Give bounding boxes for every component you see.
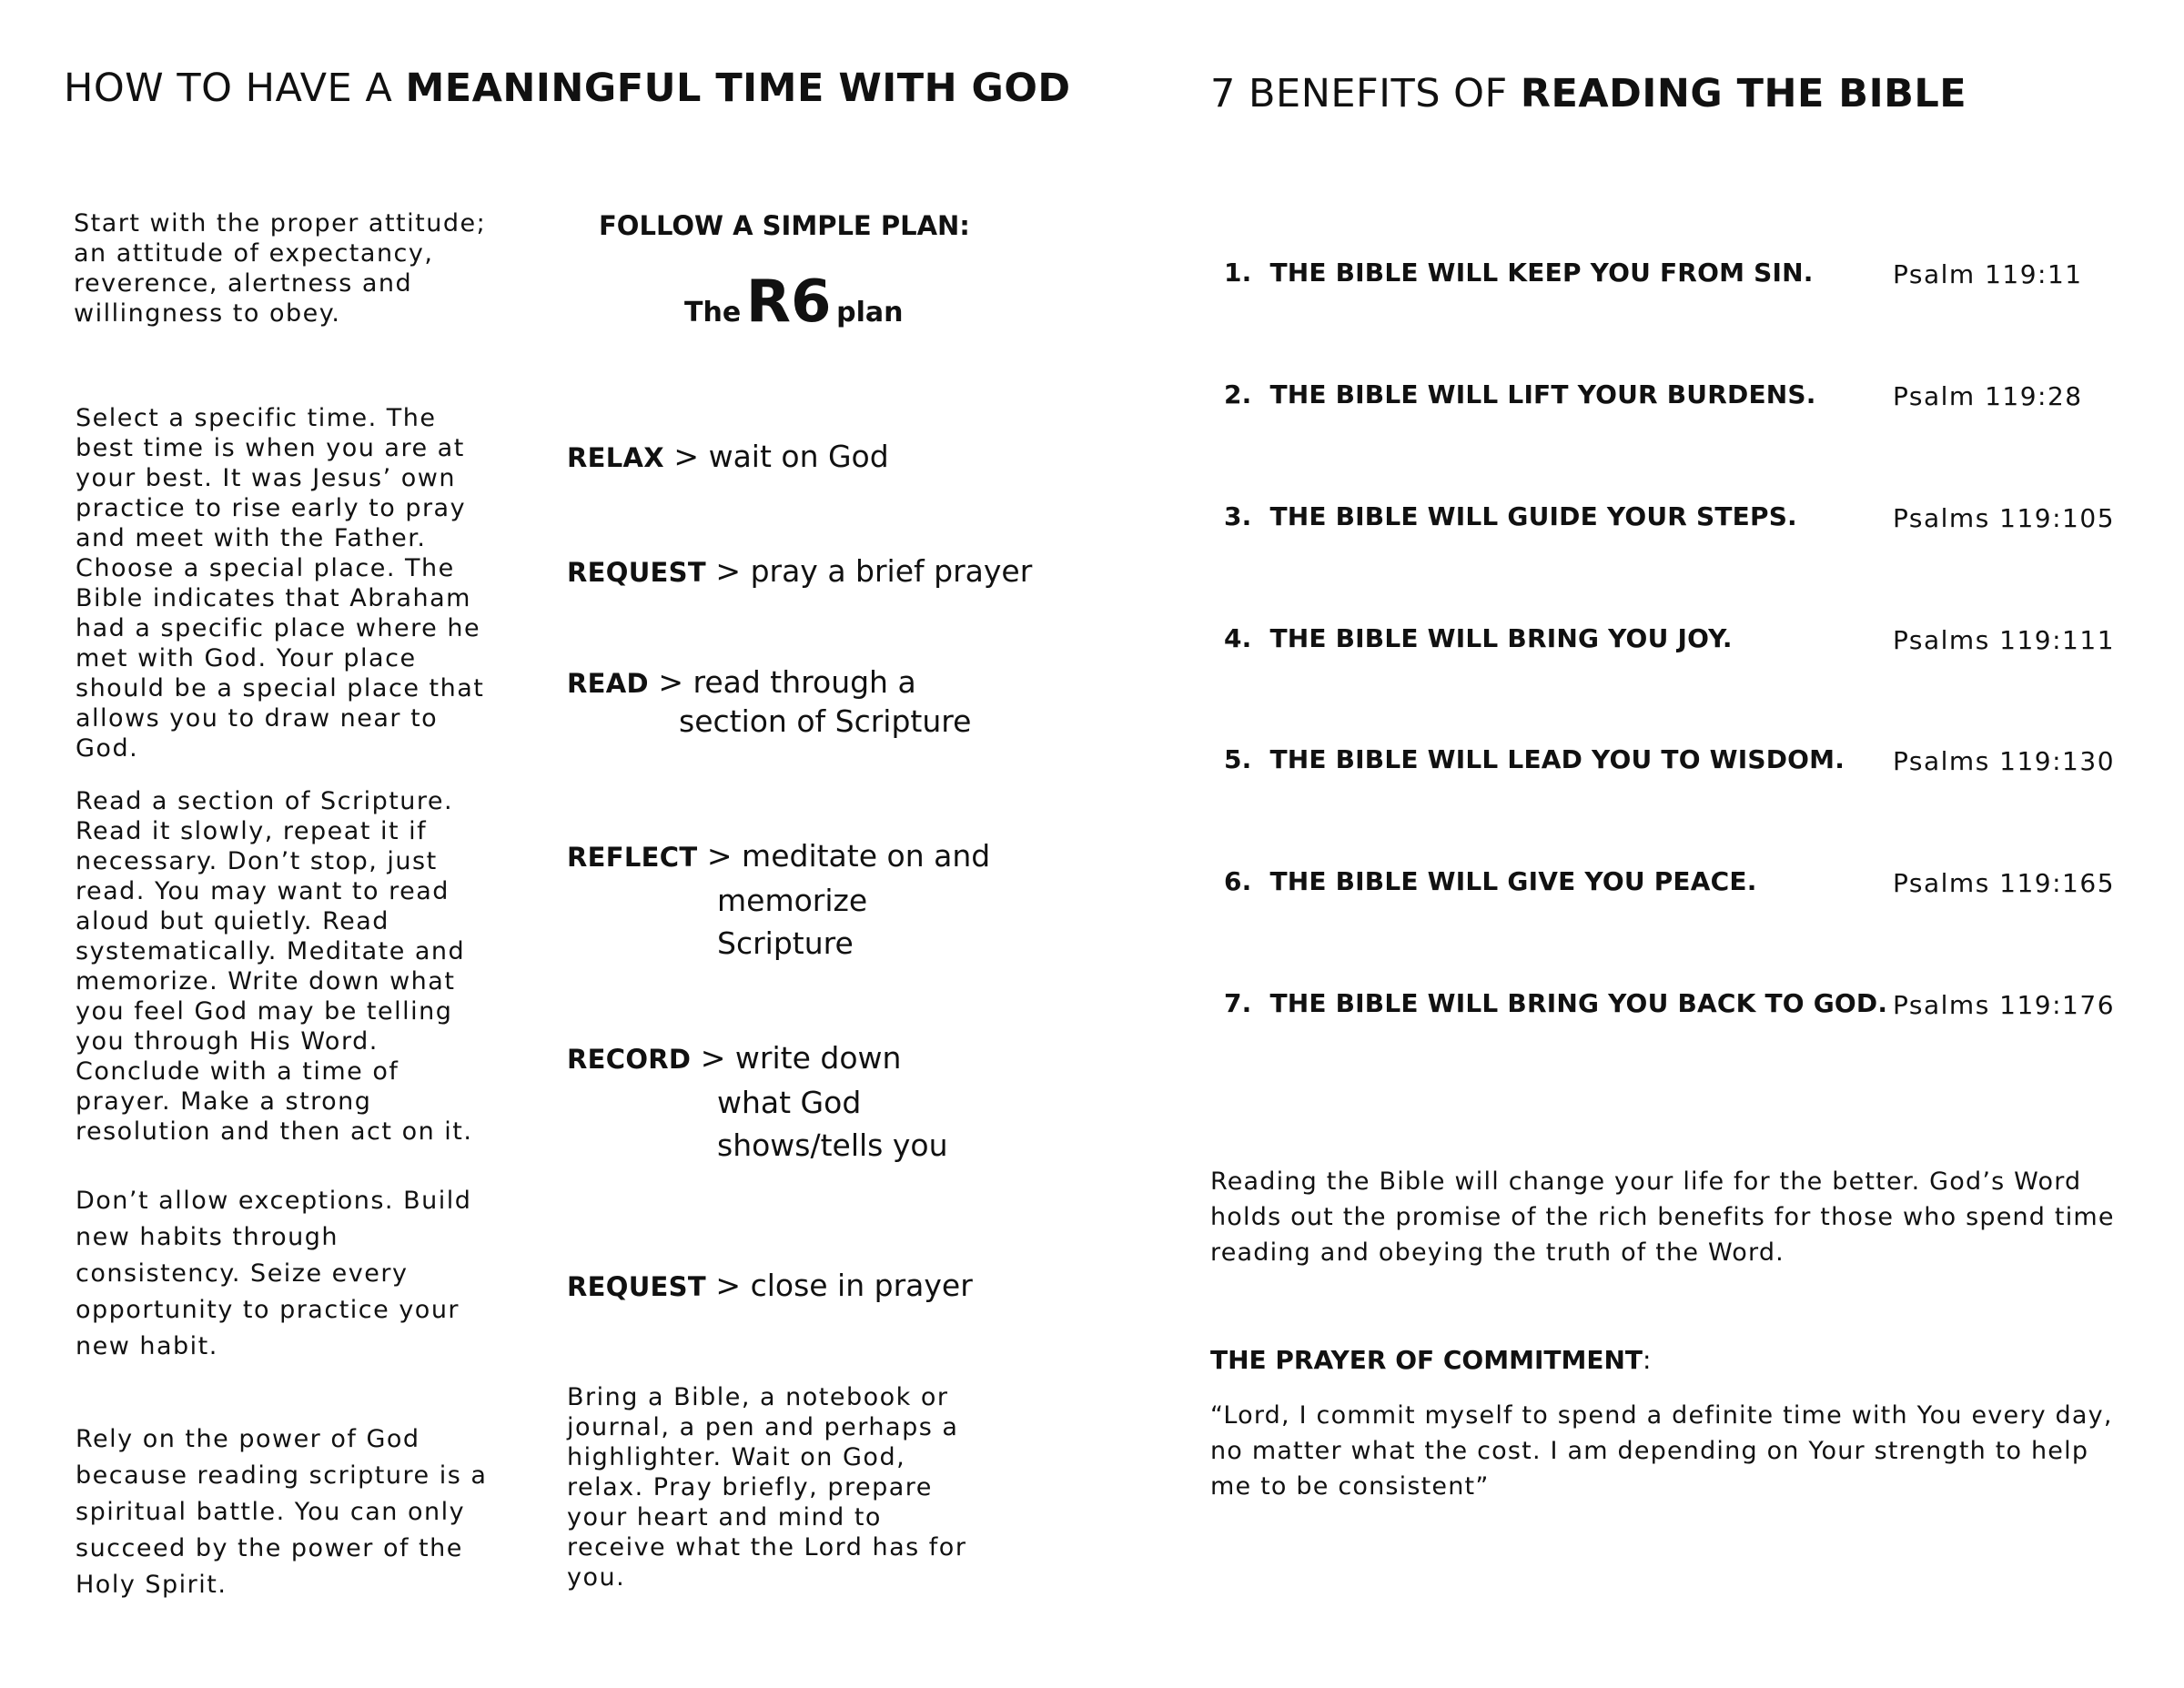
plan-step-read bbox=[567, 663, 1040, 741]
tip-time-and-place: Select a specific time. The best time is when you are at your best. It was Jesus’ own practice to rise early to pray and meet with the Father. Choose a special place. The Bible indicates that Abraham had a specific place where he met with God. Your place should be a special place that allows you to draw near to God. bbox=[76, 404, 485, 763]
r6-the: The bbox=[684, 297, 742, 329]
plan-step-reflect bbox=[567, 834, 1040, 965]
benefit-text: THE BIBLE WILL GIVE YOU PEACE. bbox=[1269, 866, 1757, 896]
benefit-number: 6. bbox=[1224, 866, 1252, 896]
benefit-number: 4. bbox=[1224, 623, 1252, 653]
step-key: RELAX bbox=[567, 442, 664, 473]
step-key: RECORD bbox=[567, 1044, 692, 1075]
right-title-light: 7 BENEFITS OF bbox=[1210, 71, 1521, 116]
step-text-cont: what God bbox=[717, 1085, 862, 1120]
benefit-reference: Psalm 119:11 bbox=[1893, 259, 2083, 289]
step-text-cont: shows/tells you bbox=[717, 1127, 948, 1163]
tip-no-exceptions: Don’t allow exceptions. Build new habits through consistency. Seize every opportunity to practice your new habit. bbox=[76, 1187, 472, 1360]
benefit-number: 7. bbox=[1224, 988, 1252, 1018]
benefit-number: 5. bbox=[1224, 744, 1252, 774]
benefit-text: THE BIBLE WILL BRING YOU BACK TO GOD. bbox=[1269, 988, 1888, 1018]
step-sep: > bbox=[648, 664, 693, 700]
plan-step-request bbox=[567, 550, 1040, 594]
r6-name: R6 bbox=[745, 268, 832, 336]
step-key: READ bbox=[567, 668, 649, 699]
prayer-heading-colon: : bbox=[1643, 1345, 1652, 1375]
benefit-text: THE BIBLE WILL BRING YOU JOY. bbox=[1269, 623, 1733, 653]
benefit-number: 1. bbox=[1224, 258, 1252, 288]
step-text: meditate on and bbox=[742, 838, 991, 874]
step-sep: > bbox=[697, 838, 743, 874]
prayer-text: “Lord, I commit myself to spend a definite time with You every day, no matter what the cost. I am depending on Your strength to help me to be consistent” bbox=[1210, 1401, 2113, 1501]
tip-read-scripture: Read a section of Scripture. Read it slowly, repeat it if necessary. Don’t stop, just read. You may want to read aloud but quietly. Read systematically. Meditate and memorize. Write down what you feel God may be telling you through His Word. Conclude with a time of prayer. Make a strong resolution and then act on it. bbox=[76, 787, 473, 1146]
step-text: read through a bbox=[693, 664, 916, 700]
benefit-item bbox=[1224, 623, 1733, 653]
benefit-item bbox=[1224, 866, 1757, 896]
benefit-text: THE BIBLE WILL LEAD YOU TO WISDOM. bbox=[1269, 744, 1845, 774]
step-key: REQUEST bbox=[567, 557, 706, 588]
step-sep: > bbox=[691, 1040, 735, 1076]
benefit-reference: Psalm 119:28 bbox=[1893, 381, 2083, 411]
step-key: REQUEST bbox=[567, 1271, 706, 1302]
left-title-bold: MEANINGFUL TIME WITH GOD bbox=[405, 66, 1071, 111]
benefit-text: THE BIBLE WILL GUIDE YOUR STEPS. bbox=[1269, 501, 1797, 531]
plan-step-record bbox=[567, 1036, 1040, 1167]
plan-step-request-close bbox=[567, 1264, 1040, 1309]
benefit-item bbox=[1224, 258, 1814, 288]
tip-rely-on-god: Rely on the power of God because reading scripture is a spiritual battle. You can only succeed by the power of the Holy Spirit. bbox=[76, 1425, 488, 1599]
benefit-reference: Psalms 119:176 bbox=[1893, 990, 2116, 1020]
benefit-number: 2. bbox=[1224, 379, 1252, 409]
benefit-item bbox=[1224, 744, 1845, 774]
step-text-cont: memorize bbox=[717, 883, 868, 918]
benefit-number: 3. bbox=[1224, 501, 1252, 531]
benefit-item bbox=[1224, 379, 1816, 409]
r6-suffix: plan bbox=[836, 297, 904, 329]
step-sep: > bbox=[663, 439, 709, 474]
left-page-title bbox=[64, 66, 1071, 111]
plan-step-relax bbox=[567, 435, 1040, 480]
r6-plan-title bbox=[684, 268, 904, 336]
benefit-reference: Psalms 119:130 bbox=[1893, 746, 2116, 776]
plan-heading: FOLLOW A SIMPLE PLAN: bbox=[599, 210, 970, 241]
prayer-heading bbox=[1210, 1345, 1651, 1375]
benefit-text: THE BIBLE WILL KEEP YOU FROM SIN. bbox=[1269, 258, 1814, 288]
step-sep: > bbox=[705, 1268, 751, 1303]
right-title-bold: READING THE BIBLE bbox=[1520, 71, 1967, 116]
right-page-title bbox=[1210, 71, 1967, 116]
plan-bring-note: Bring a Bible, a notebook or journal, a pen and perhaps a highlighter. Wait on God, relax. Pray briefly, prepare your heart and mind to receive what the Lord has for you. bbox=[567, 1383, 967, 1592]
benefits-summary: Reading the Bible will change your life for the better. God’s Word holds out the promise of the rich benefits for those who spend time reading and obeying the truth of the Word. bbox=[1210, 1167, 2115, 1267]
benefit-reference: Psalms 119:165 bbox=[1893, 868, 2116, 898]
tip-attitude: Start with the proper attitude; an attitude of expectancy, reverence, alertness and willingness to obey. bbox=[74, 209, 487, 328]
step-text: close in prayer bbox=[750, 1268, 973, 1303]
step-sep: > bbox=[705, 553, 751, 589]
left-title-light: HOW TO HAVE A bbox=[64, 66, 406, 111]
benefit-item bbox=[1224, 988, 1887, 1018]
step-text: pray a brief prayer bbox=[750, 553, 1033, 589]
step-text-cont: section of Scripture bbox=[679, 703, 972, 739]
benefit-reference: Psalms 119:111 bbox=[1893, 625, 2116, 655]
step-key: REFLECT bbox=[567, 842, 698, 873]
benefit-item bbox=[1224, 501, 1797, 531]
benefit-text: THE BIBLE WILL LIFT YOUR BURDENS. bbox=[1269, 379, 1816, 409]
prayer-heading-text: THE PRAYER OF COMMITMENT bbox=[1210, 1345, 1643, 1375]
step-text: write down bbox=[734, 1040, 902, 1076]
benefit-reference: Psalms 119:105 bbox=[1893, 503, 2116, 533]
step-text-cont: Scripture bbox=[717, 925, 854, 961]
step-text: wait on God bbox=[708, 439, 889, 474]
